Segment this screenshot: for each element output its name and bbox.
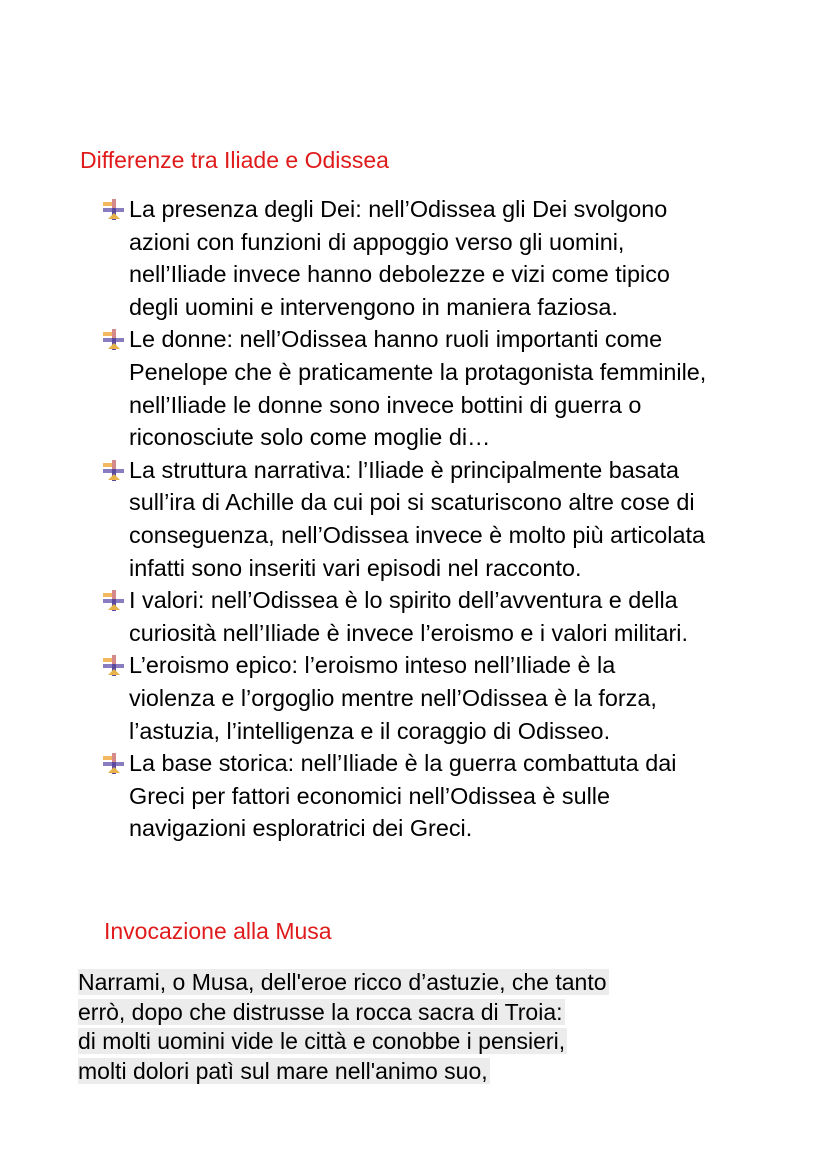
bullet-item [103, 649, 803, 747]
bullet-line: La presenza degli Dei: nell’Odissea gli Dei svolgono [129, 196, 668, 222]
bullet-line: I valori: nell’Odissea è lo spirito dell’avventura e della [129, 587, 678, 614]
bullet-line: La struttura narrativa: l’Iliade è principalmente basata [129, 456, 679, 483]
bullet-line: La base storica: nell’Iliade è la guerra combattuta dai [129, 750, 677, 777]
bullet-item [103, 584, 803, 649]
poem-excerpt [78, 968, 609, 1086]
bullet-line: Le donne: nell’Odissea hanno ruoli importanti come [129, 326, 663, 353]
bullet-line: sull’ira di Achille da cui poi si scaturiscono altre cose di [129, 489, 695, 516]
bullet-line: Greci per fattori economici nell’Odissea è sulle [129, 782, 611, 809]
bullet-line: nell’Iliade le donne sono invece bottini di guerra o [129, 391, 642, 418]
bullet-line: nell’Iliade invece hanno debolezze e vizi come tipico [129, 261, 670, 288]
poem-line-text: molti dolori patì sul mare nell'animo suo, [78, 1057, 488, 1084]
poem-line [78, 1057, 609, 1087]
poem-line [78, 1027, 609, 1057]
bullet-line: degli uomini e intervengono in maniera faziosa. [129, 293, 618, 320]
bullet-line: azioni con funzioni di appoggio verso gli uomini, [129, 228, 625, 255]
section-title-invocazione: Invocazione alla Musa [104, 918, 332, 944]
arrow-plus-bullet-icon [103, 655, 125, 677]
arrow-plus-bullet-icon [103, 199, 125, 221]
poem-line-text: di molti uomini vide le città e conobbe i pensieri, [78, 1028, 566, 1054]
differences-bullet-list [103, 193, 803, 845]
bullet-line: l’astuzia, l’intelligenza e il coraggio di Odisseo. [129, 717, 611, 744]
bullet-item [103, 454, 803, 584]
poem-line [78, 998, 609, 1028]
bullet-item [103, 193, 803, 323]
bullet-line: infatti sono inseriti vari episodi nel racconto. [129, 554, 582, 581]
bullet-item [103, 323, 803, 453]
poem-line-text: Narrami, o Musa, dell'eroe ricco d’astuzie, che tanto [78, 969, 607, 995]
arrow-plus-bullet-icon [103, 329, 125, 351]
poem-line [78, 968, 609, 998]
bullet-line: navigazioni esploratrici dei Greci. [129, 815, 473, 842]
arrow-plus-bullet-icon [103, 753, 125, 775]
bullet-line: L’eroismo epico: l’eroismo inteso nell’Iliade è la [129, 652, 616, 679]
bullet-line: riconosciute solo come moglie di… [129, 424, 491, 451]
arrow-plus-bullet-icon [103, 590, 125, 612]
poem-line-text: errò, dopo che distrusse la rocca sacra di Troia: [78, 998, 563, 1025]
bullet-item [103, 747, 803, 845]
section-title-differenze: Differenze tra Iliade e Odissea [80, 147, 389, 173]
bullet-line: conseguenza, nell’Odissea invece è molto più articolata [129, 521, 706, 548]
bullet-line: violenza e l’orgoglio mentre nell’Odissea è la forza, [129, 684, 657, 711]
bullet-line: Penelope che è praticamente la protagonista femminile, [129, 358, 707, 385]
arrow-plus-bullet-icon [103, 460, 125, 482]
bullet-line: curiosità nell’Iliade è invece l’eroismo e i valori militari. [129, 619, 688, 646]
